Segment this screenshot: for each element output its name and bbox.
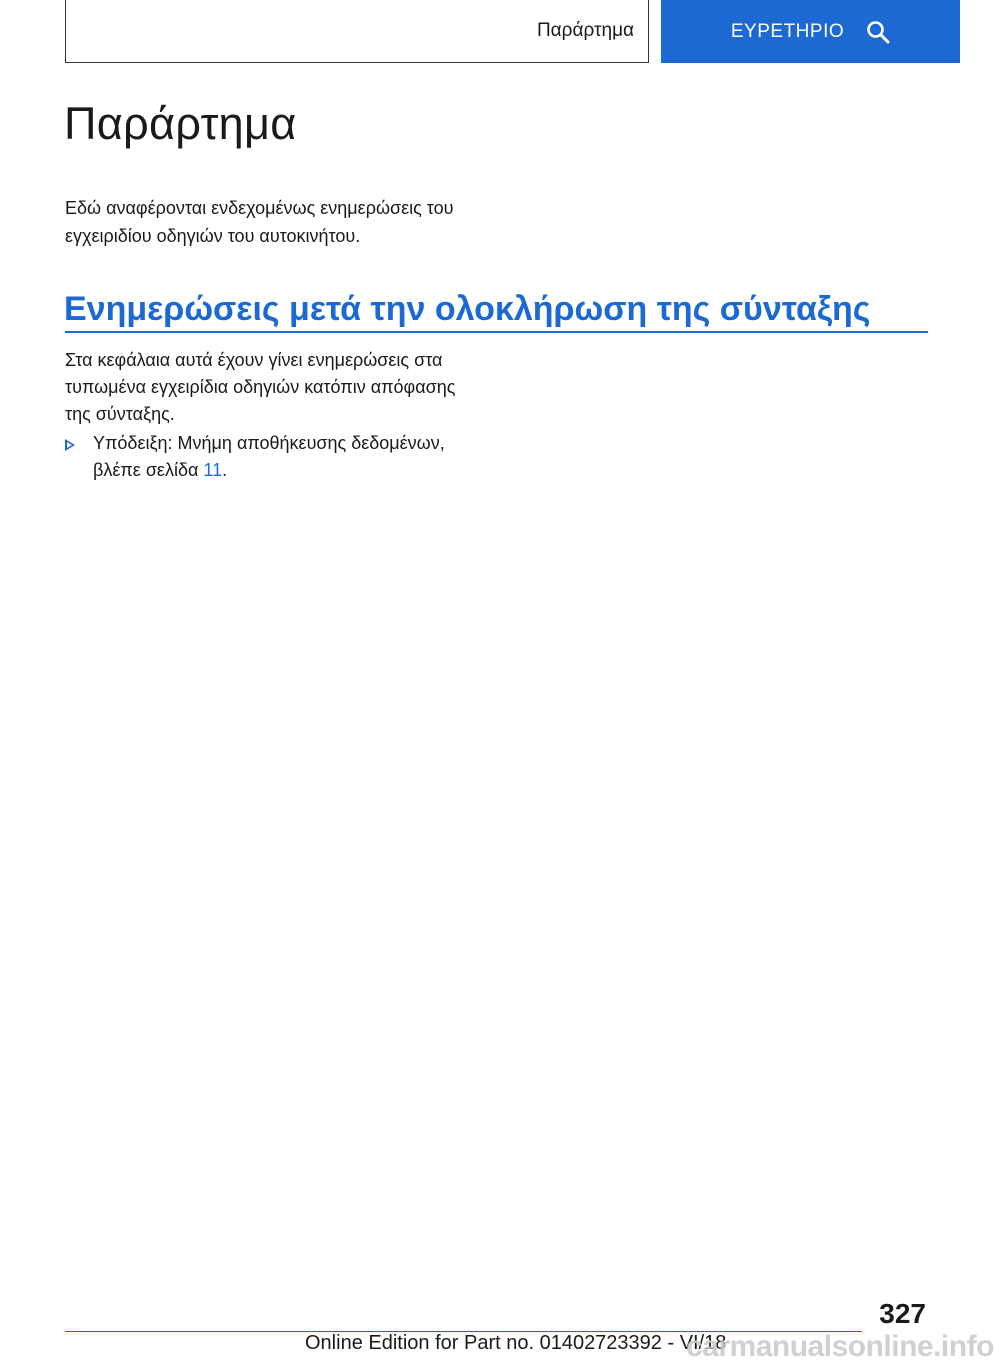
index-button[interactable] [661, 0, 960, 63]
index-label: ΕΥΡΕΤΗΡΙΟ [730, 20, 845, 42]
note-line-prefix: βλέπε σελίδα [93, 460, 204, 480]
section-divider [65, 331, 928, 333]
section-line: τυπωμένα εγχειρίδια οδηγιών κατόπιν απόφασης [65, 377, 456, 397]
watermark: carmanualsonline.info [686, 1330, 994, 1363]
section-heading: Ενημερώσεις μετά την ολοκλήρωση της σύνταξης [64, 290, 871, 328]
note-line: Υπόδειξη: Μνήμη αποθήκευσης δεδομένων, [93, 433, 445, 453]
page-title: Παράρτημα [64, 98, 297, 149]
section-line: Στα κεφάλαια αυτά έχουν γίνει ενημερώσεις στα [65, 350, 443, 370]
section-paragraph [65, 347, 505, 428]
note-line-suffix: . [222, 460, 228, 480]
triangle-bullet-icon [65, 439, 75, 451]
header-section-label [65, 0, 649, 63]
section-label: Παράρτημα [536, 20, 634, 41]
edition-text: Online Edition for Part no. 01402723392 - VI/18 [305, 1332, 727, 1354]
intro-paragraph [65, 194, 505, 250]
intro-line: Εδώ αναφέρονται ενδεχομένως ενημερώσεις του [65, 198, 454, 218]
page-link[interactable]: 11 [203, 460, 223, 480]
note-text [93, 430, 505, 484]
note-item [65, 430, 505, 484]
page-number: 327 [879, 1298, 926, 1329]
intro-line: εγχειριδίου οδηγιών του αυτοκινήτου. [65, 226, 361, 246]
search-icon [866, 20, 890, 44]
section-line: της σύνταξης. [65, 404, 175, 424]
